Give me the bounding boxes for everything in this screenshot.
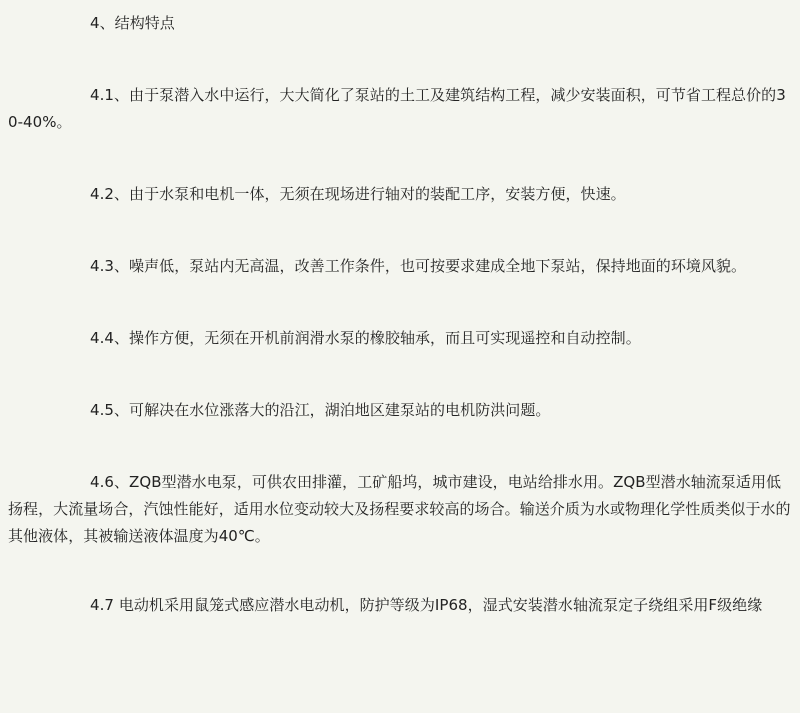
paragraph-4-5: 4.5、可解决在水位涨落大的沿江，湖泊地区建泵站的电机防洪问题。 <box>90 401 551 419</box>
spacer <box>8 208 792 253</box>
paragraph-4-7: 4.7 电动机采用鼠笼式感应潜水电动机，防护等级为IP68，湿式安装潜水轴流泵定子绕组采用F级绝缘 <box>90 596 763 614</box>
spacer <box>8 424 792 469</box>
section-heading: 4、结构特点 <box>90 14 175 32</box>
spacer <box>8 280 792 325</box>
paragraph-4-6: 4.6、ZQB型潜水电泵，可供农田排灌，工矿船坞，城市建设，电站给排水用。ZQB型潜水轴流泵适用低扬程，大流量场合，汽蚀性能好，适用水位变动较大及扬程要求较高的场合。输送介质为水或物理化学性质类似于水的其他液体，其被输送液体温度为40℃。 <box>8 473 791 545</box>
spacer <box>8 550 792 592</box>
paragraph-4-2: 4.2、由于水泵和电机一体，无须在现场进行轴对的装配工序，安装方便，快速。 <box>90 185 626 203</box>
paragraph-4-1: 4.1、由于泵潜入水中运行，大大简化了泵站的土工及建筑结构工程，减少安装面积，可节省工程总价的30-40%。 <box>8 86 786 131</box>
paragraph-4-3: 4.3、噪声低，泵站内无高温，改善工作条件，也可按要求建成全地下泵站，保持地面的环境风貌。 <box>90 257 747 275</box>
spacer <box>8 37 792 82</box>
paragraph-4-4: 4.4、操作方便，无须在开机前润滑水泵的橡胶轴承，而且可实现遥控和自动控制。 <box>90 329 641 347</box>
spacer <box>8 352 792 397</box>
spacer <box>8 136 792 181</box>
